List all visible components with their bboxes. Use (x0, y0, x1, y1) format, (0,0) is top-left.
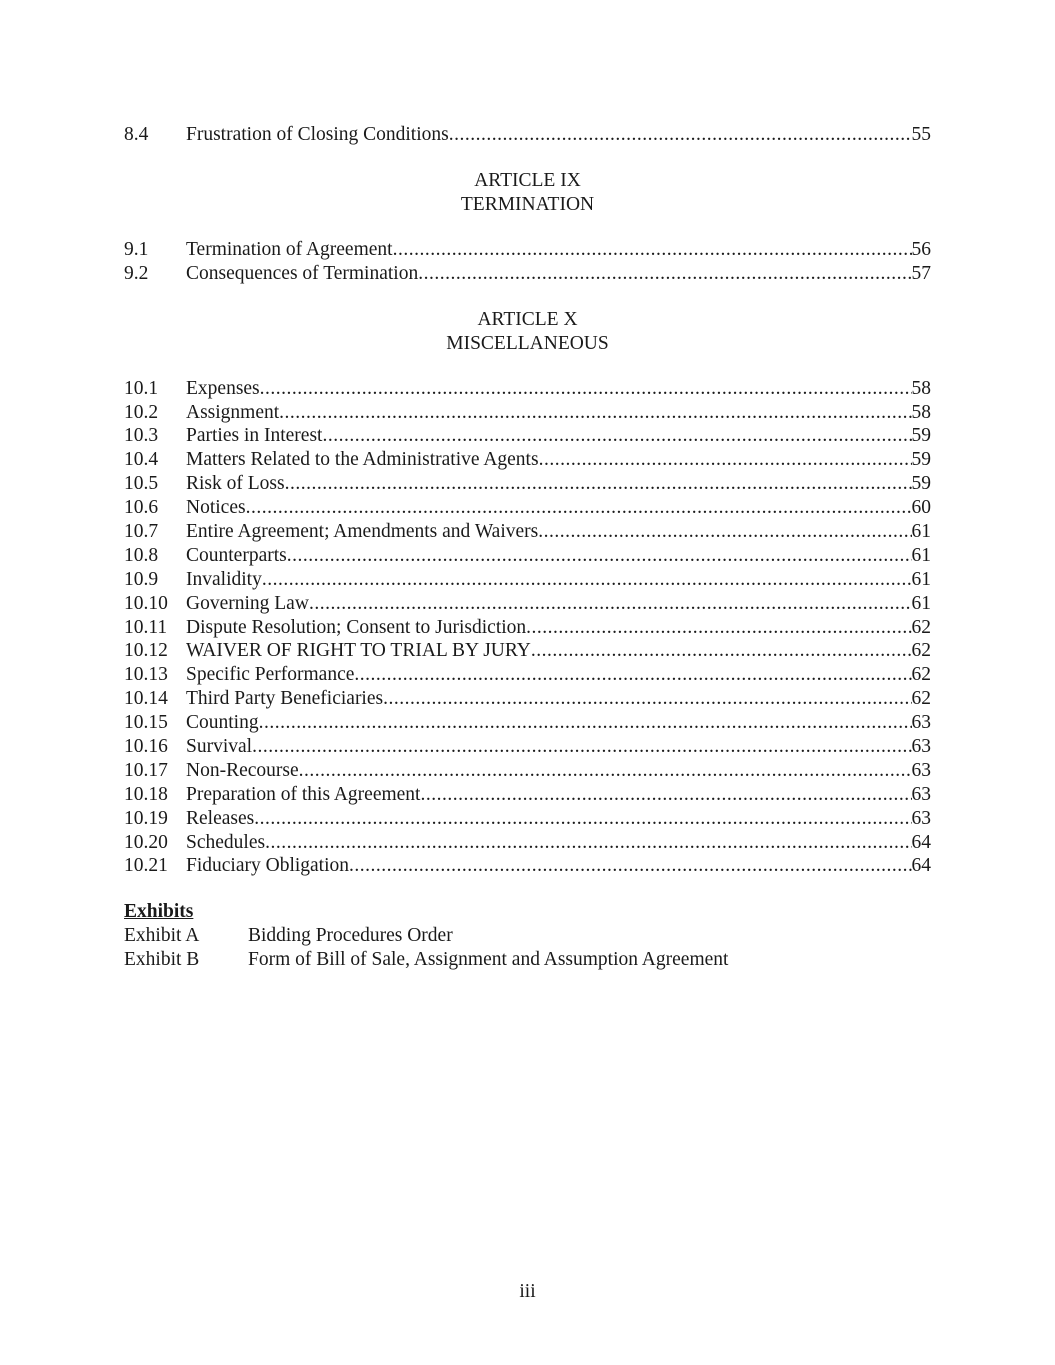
toc-leader-dots (420, 783, 911, 807)
toc-entry-page: 61 (911, 521, 931, 543)
toc-entry[interactable] (124, 831, 931, 855)
toc-entry-page: 56 (911, 238, 931, 260)
exhibit-entry[interactable] (124, 948, 931, 972)
toc-section-before (124, 123, 931, 147)
toc-entry-page: 60 (911, 497, 931, 519)
toc-entry[interactable] (124, 616, 931, 640)
toc-entry-title: WAIVER OF RIGHT TO TRIAL BY JURY (186, 640, 531, 662)
toc-entry-number: 10.12 (124, 640, 168, 662)
toc-leader-dots (393, 238, 912, 262)
toc-leader-dots (531, 639, 912, 663)
toc-entry[interactable] (124, 854, 931, 878)
toc-entry[interactable] (124, 238, 931, 262)
toc-entry-number: 10.10 (124, 592, 168, 614)
toc-entry-title: Non-Recourse (186, 759, 299, 781)
toc-entry-title: Releases (186, 807, 255, 829)
exhibits-title: Exhibits (124, 901, 194, 923)
toc-entry-page: 63 (911, 759, 931, 781)
toc-entry[interactable] (124, 123, 931, 147)
toc-leader-dots (538, 520, 911, 544)
article-label: ARTICLE X (477, 308, 578, 330)
toc-leader-dots (254, 807, 911, 831)
toc-entry-title: Fiduciary Obligation (186, 855, 350, 877)
toc-entry-page: 58 (911, 377, 931, 399)
toc-leader-dots (383, 687, 911, 711)
toc-entry-title: Specific Performance (186, 664, 355, 686)
toc-entry-title: Counterparts (186, 544, 287, 566)
toc-entry[interactable] (124, 401, 931, 425)
toc-entry-page: 57 (911, 262, 931, 284)
toc-leader-dots (418, 262, 911, 286)
toc-entry-title: Dispute Resolution; Consent to Jurisdiction (186, 616, 527, 638)
exhibit-label: Exhibit B (124, 949, 200, 971)
toc-entry-page: 61 (911, 544, 931, 566)
article-ix-entries (124, 238, 931, 286)
toc-entry[interactable] (124, 568, 931, 592)
toc-entry[interactable] (124, 807, 931, 831)
toc-leader-dots (260, 377, 912, 401)
toc-entry-title: Parties in Interest (186, 425, 323, 447)
toc-entry-number: 10.13 (124, 664, 168, 686)
toc-entry-title: Survival (186, 736, 253, 758)
toc-entry-number: 10.1 (124, 377, 159, 399)
toc-entry-number: 9.1 (124, 238, 149, 260)
toc-entry-number: 8.4 (124, 124, 149, 145)
toc-entry-title: Schedules (186, 831, 266, 853)
toc-entry-page: 63 (911, 783, 931, 805)
article-heading-x (124, 308, 931, 356)
exhibit-title: Form of Bill of Sale, Assignment and Assumption Agreement (248, 949, 729, 971)
toc-entry-page: 64 (911, 855, 931, 877)
toc-entry-number: 9.2 (124, 262, 149, 284)
toc-leader-dots (246, 496, 912, 520)
toc-entry[interactable] (124, 663, 931, 687)
toc-entry[interactable] (124, 592, 931, 616)
toc-entry-page: 62 (911, 688, 931, 710)
toc-entry-number: 10.18 (124, 783, 168, 805)
toc-entry-number: 10.5 (124, 473, 159, 495)
toc-entry-page: 59 (911, 425, 931, 447)
toc-entry-number: 10.4 (124, 449, 159, 471)
toc-entry-title: Consequences of Termination (186, 262, 419, 284)
toc-entry-number: 10.11 (124, 616, 168, 638)
toc-entry[interactable] (124, 783, 931, 807)
toc-entry-title: Frustration of Closing Conditions (186, 124, 449, 145)
toc-entry-number: 10.3 (124, 425, 159, 447)
toc-entry-page: 63 (911, 736, 931, 758)
toc-entry-page: 61 (911, 568, 931, 590)
toc-entry[interactable] (124, 687, 931, 711)
article-x-entries (124, 377, 931, 879)
toc-leader-dots (279, 401, 911, 425)
toc-leader-dots (309, 592, 912, 616)
toc-leader-dots (265, 831, 911, 855)
toc-entry-number: 10.16 (124, 736, 168, 758)
toc-entry[interactable] (124, 377, 931, 401)
exhibit-label: Exhibit A (124, 925, 200, 947)
toc-entry[interactable] (124, 520, 931, 544)
toc-entry[interactable] (124, 262, 931, 286)
page-number: iii (519, 1281, 536, 1302)
toc-entry-title: Notices (186, 497, 246, 519)
toc-entry[interactable] (124, 496, 931, 520)
toc-entry-number: 10.2 (124, 401, 159, 423)
toc-entry[interactable] (124, 711, 931, 735)
toc-entry-number: 10.6 (124, 497, 159, 519)
toc-entry-title: Entire Agreement; Amendments and Waivers (186, 521, 539, 543)
toc-entry-title: Counting (186, 712, 259, 734)
toc-leader-dots (262, 568, 912, 592)
toc-entry-title: Termination of Agreement (186, 238, 393, 260)
toc-entry-number: 10.21 (124, 855, 168, 877)
toc-entry-title: Risk of Loss (186, 473, 285, 495)
article-heading-ix (124, 169, 931, 217)
toc-entry-page: 62 (911, 640, 931, 662)
toc-entry-number: 10.8 (124, 544, 159, 566)
toc-entry[interactable] (124, 472, 931, 496)
exhibits-section (124, 900, 931, 972)
table-of-contents (124, 123, 931, 972)
toc-entry-title: Matters Related to the Administrative Agents (186, 449, 539, 471)
toc-entry-number: 10.15 (124, 712, 168, 734)
toc-entry[interactable] (124, 639, 931, 663)
toc-entry-title: Third Party Beneficiaries (186, 688, 384, 710)
toc-leader-dots (322, 424, 911, 448)
toc-leader-dots (287, 544, 912, 568)
toc-leader-dots (449, 123, 912, 147)
toc-leader-dots (354, 663, 911, 687)
toc-entry-page: 64 (911, 831, 931, 853)
toc-entry-number: 10.14 (124, 688, 168, 710)
toc-entry-number: 10.17 (124, 759, 168, 781)
article-title: TERMINATION (460, 193, 595, 215)
toc-entry-number: 10.19 (124, 807, 168, 829)
toc-entry-title: Assignment (186, 401, 280, 423)
toc-leader-dots (285, 472, 912, 496)
toc-entry-number: 10.7 (124, 521, 159, 543)
toc-entry-number: 10.20 (124, 831, 168, 853)
exhibit-title: Bidding Procedures Order (248, 925, 453, 947)
toc-leader-dots (252, 735, 911, 759)
toc-leader-dots (349, 854, 911, 878)
exhibit-entry[interactable] (124, 924, 931, 948)
article-label: ARTICLE IX (474, 169, 581, 191)
toc-entry-title: Preparation of this Agreement (186, 783, 421, 805)
toc-entry[interactable] (124, 448, 931, 472)
toc-entry-title: Expenses (186, 377, 260, 399)
toc-entry-page: 63 (911, 807, 931, 829)
toc-entry[interactable] (124, 424, 931, 448)
toc-leader-dots (539, 448, 912, 472)
toc-leader-dots (299, 759, 912, 783)
toc-entry-title: Governing Law (186, 592, 309, 614)
toc-entry-number: 10.9 (124, 568, 159, 590)
toc-entry-page: 58 (911, 401, 931, 423)
toc-entry-page: 63 (911, 712, 931, 734)
toc-leader-dots (259, 711, 912, 735)
toc-leader-dots (526, 616, 911, 640)
toc-entry[interactable] (124, 759, 931, 783)
toc-entry-page: 61 (911, 592, 931, 614)
toc-entry[interactable] (124, 544, 931, 568)
article-title: MISCELLANEOUS (446, 332, 609, 354)
toc-entry[interactable] (124, 735, 931, 759)
toc-entry-title: Invalidity (186, 568, 262, 590)
toc-entry-page: 62 (911, 664, 931, 686)
toc-entry-page: 59 (911, 449, 931, 471)
toc-entry-page: 62 (911, 616, 931, 638)
toc-entry-page: 59 (911, 473, 931, 495)
toc-entry-page: 55 (911, 124, 931, 145)
